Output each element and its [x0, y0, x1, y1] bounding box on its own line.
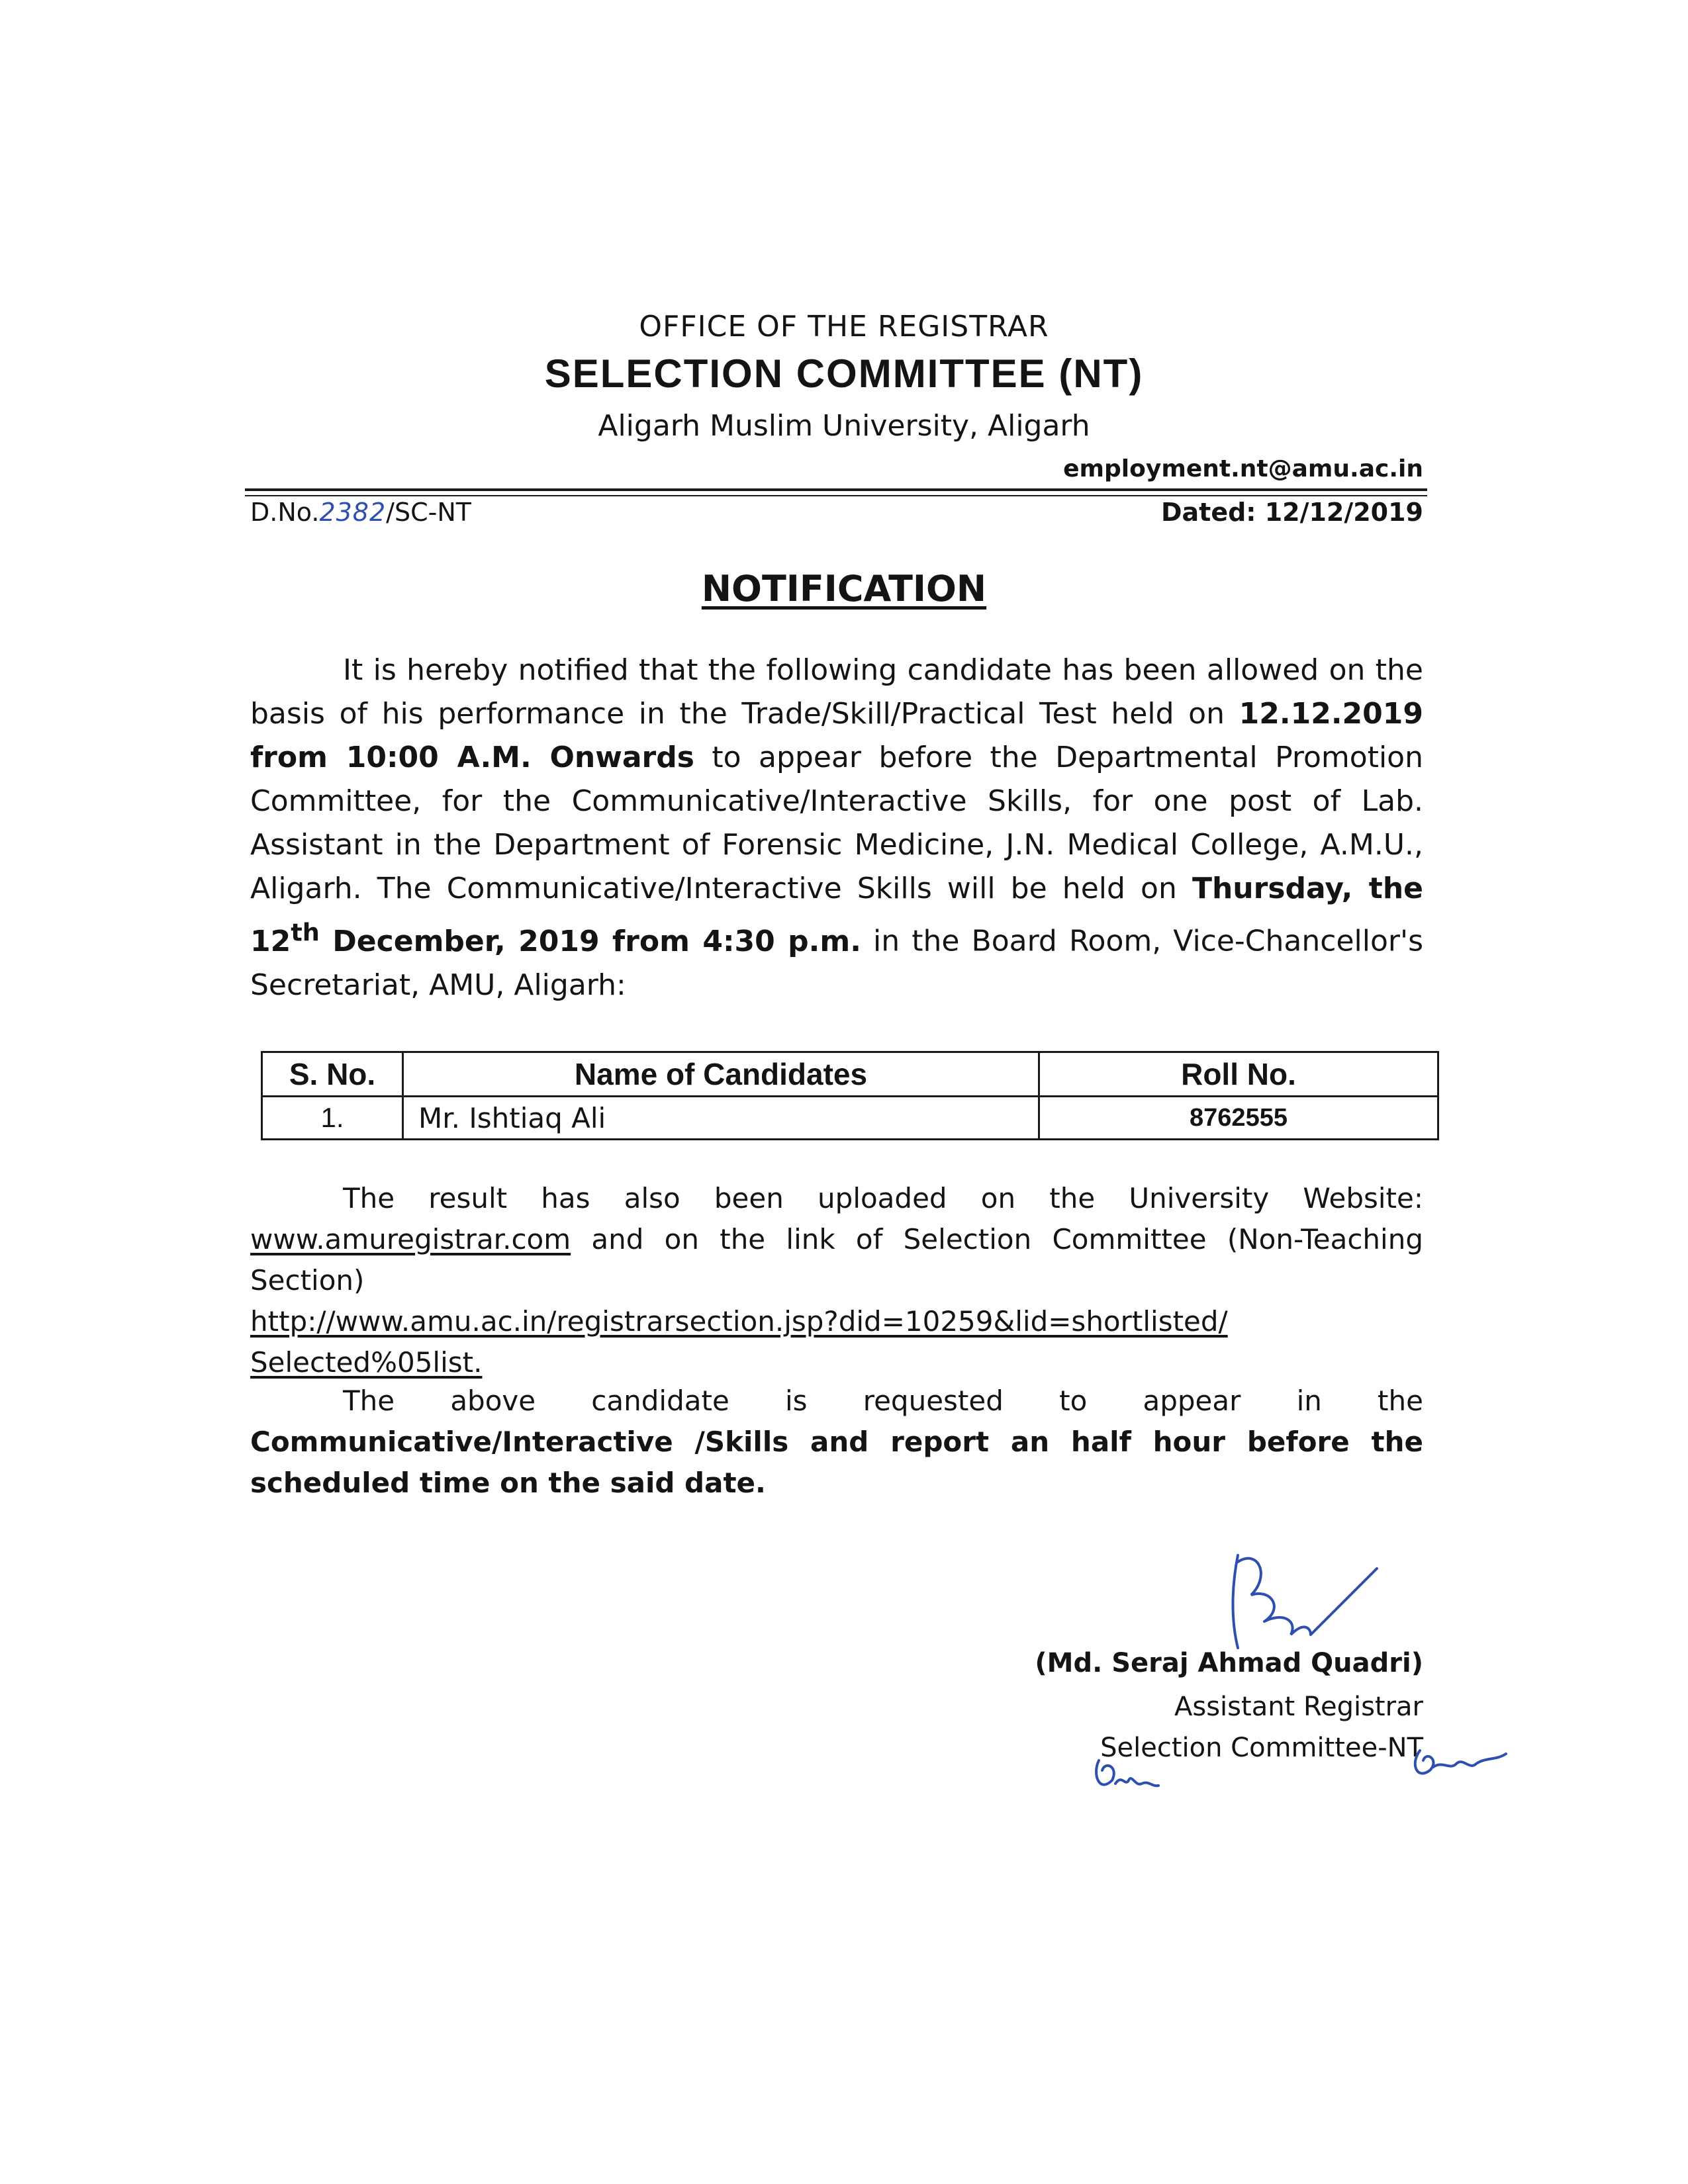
cell-roll: 8762555 [1039, 1097, 1438, 1140]
candidate-name: Mr. Ishtiaq Ali [418, 1101, 606, 1134]
university-heading: Aligarh Muslim University, Aligarh [598, 409, 1090, 443]
p1-bold-2a: Thursday, the 12 [250, 872, 1423, 958]
dispatch-number [250, 498, 471, 527]
p3-text-1: The above candidate is requested to appear in the [343, 1385, 1423, 1417]
p2-text-1: The result has also been uploaded on the University Website: [343, 1182, 1423, 1214]
table-header-row [262, 1052, 1438, 1097]
dispatch-prefix: D.No. [250, 498, 320, 527]
header-rule-thin [245, 495, 1427, 496]
initials-scribble-right [1403, 1734, 1509, 1787]
col-header-name: Name of Candidates [403, 1052, 1039, 1097]
p1-text-2: to appear before the Departmental Promotion Committee, for the Communicative/Interactive Skills, for one post of Lab. Assistant in the Department of Forensic Medicine, J.N. Medical College, A.M.U., Aligarh. The Communicative/Interactive Skills will be held on [250, 741, 1423, 905]
date-line: Dated: 12/12/2019 [1160, 498, 1423, 527]
website-link[interactable]: www.amuregistrar.com [250, 1223, 571, 1255]
dispatch-handwritten-number: 2382 [319, 498, 387, 527]
table-row [262, 1097, 1438, 1140]
cell-name [403, 1097, 1039, 1140]
dispatch-suffix: /SC-NT [386, 498, 471, 527]
page-title: NOTIFICATION [701, 568, 987, 610]
body-paragraph-2 [250, 1178, 1423, 1383]
candidates-table [261, 1051, 1439, 1140]
initials-scribble-left [1086, 1747, 1165, 1800]
signatory-office: Selection Committee-NT [1100, 1733, 1423, 1763]
body-paragraph-1 [250, 649, 1423, 1007]
p3-bold-1: Communicative/Interactive /Skills and report an half hour before the scheduled time on the said date. [250, 1426, 1423, 1499]
col-header-sno: S. No. [262, 1052, 403, 1097]
signatory-name: (Md. Seraj Ahmad Quadri) [1035, 1648, 1423, 1678]
signatory-title: Assistant Registrar [1174, 1692, 1423, 1722]
committee-heading: SELECTION COMMITTEE (NT) [544, 351, 1144, 396]
p1-bold-1: 12.12.2019 from 10:00 A.M. Onwards [250, 697, 1423, 774]
body-paragraph-3 [250, 1381, 1423, 1504]
office-heading: OFFICE OF THE REGISTRAR [639, 310, 1049, 343]
p2-text-2: and on the link of Selection Committee (Non-Teaching Section) [250, 1223, 1423, 1297]
p1-text-3: in the Board Room, Vice-Chancellor's Secretariat, AMU, Aligarh: [250, 924, 1424, 1002]
p1-text-1: It is hereby notified that the following candidate has been allowed on the basis of his performance in the Trade/Skill/Practical Test held on [250, 653, 1423, 731]
contact-email[interactable]: employment.nt@amu.ac.in [1063, 455, 1423, 482]
result-link-line-1[interactable]: http://www.amu.ac.in/registrarsection.jsp?did=10259&lid=shortlisted/ [250, 1305, 1228, 1338]
p1-sup: th [291, 918, 320, 946]
col-header-roll: Roll No. [1039, 1052, 1438, 1097]
header-rule-thick [245, 488, 1427, 491]
cell-sno: 1. [262, 1097, 403, 1140]
result-link-line-2[interactable]: Selected%05list. [250, 1346, 483, 1379]
p1-bold-2b: December, 2019 from 4:30 p.m. [319, 924, 861, 958]
